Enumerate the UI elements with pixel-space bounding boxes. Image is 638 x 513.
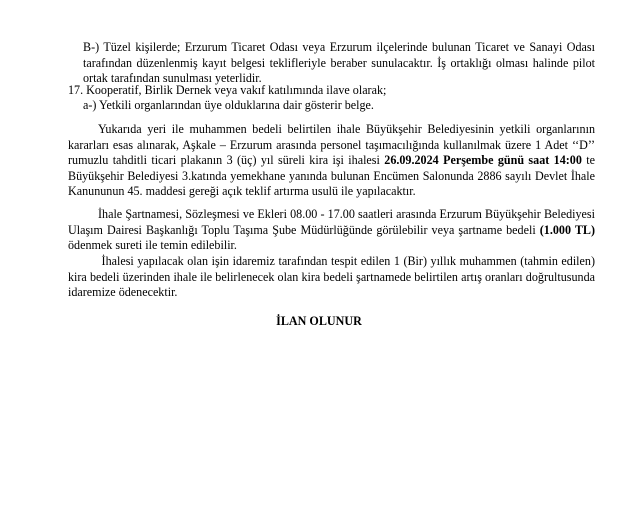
tender-details-part-2: te Büyükşehir Belediyesi 3.katında yemekhane yanında bulunan Encümen Salonunda 2886 sayılı Devlet İhale Kanununun 45. maddesi gereği açık teklif artırma usulü ile yapılacaktır. bbox=[68, 153, 595, 199]
tender-details-part-1: Yukarıda yeri ile muhammen bedeli belirtilen ihale Büyükşehir Belediyesinin yetkili organlarının kararları esas alınarak, Aşkale – Erzurum arasında personel taşımacılığında kullanılmak üzere 1 Adet ‘‘D’’ rumuzlu tahditli ticari plakanın 3 (üç) yıl süreli kira işi ihalesi bbox=[68, 122, 595, 168]
announcement-closing bbox=[0, 314, 638, 330]
tender-documents-paragraph bbox=[68, 207, 595, 254]
rent-payment-paragraph bbox=[68, 254, 595, 301]
item-b-legal-entities bbox=[83, 40, 595, 87]
item-17-text: 17. Kooperatif, Birlik Dernek veya vakıf katılımında ilave olarak; bbox=[68, 83, 387, 97]
item-17-a-membership-document bbox=[83, 98, 595, 114]
tender-details-paragraph bbox=[68, 122, 595, 200]
item-b-text: B-) Tüzel kişilerde; Erzurum Ticaret Odası veya Erzurum ilçelerinde bulunan Ticaret ve Sanayi Odası tarafından düzenlenmiş kayıt belgesi teklifleriyle beraber sunulacaktır. İş ortaklığı olması halinde pilot ortak tarafından sunulması yeterlidir. bbox=[83, 40, 595, 86]
item-17-a-text: a-) Yetkili organlarından üye olduklarına dair gösterir belge. bbox=[83, 98, 374, 112]
closing-text: İLAN OLUNUR bbox=[276, 314, 362, 328]
tender-documents-part-1: İhale Şartnamesi, Sözleşmesi ve Ekleri 08.00 - 17.00 saatleri arasında Erzurum Büyükşehir Belediyesi Ulaşım Dairesi Başkanlığı Toplu Taşıma Şube Müdürlüğünde görülebilir veya şartname bedeli bbox=[68, 207, 595, 237]
tender-date-time: 26.09.2024 Perşembe günü saat 14:00 bbox=[384, 153, 582, 168]
specification-fee: (1.000 TL) bbox=[539, 222, 595, 237]
tender-documents-part-2: ödenmek sureti ile temin edilebilir. bbox=[68, 238, 237, 253]
item-17-cooperatives bbox=[68, 83, 595, 99]
rent-payment-text: İhalesi yapılacak olan işin idaremiz tarafından tespit edilen 1 (Bir) yıllık muhammen (tahmin edilen) kira bedeli üzerinden ihale ile belirlenecek olan kira bedeli şartnamede belirtilen artış oranları doğrultusunda idaremize ödenecektir. bbox=[68, 254, 595, 300]
